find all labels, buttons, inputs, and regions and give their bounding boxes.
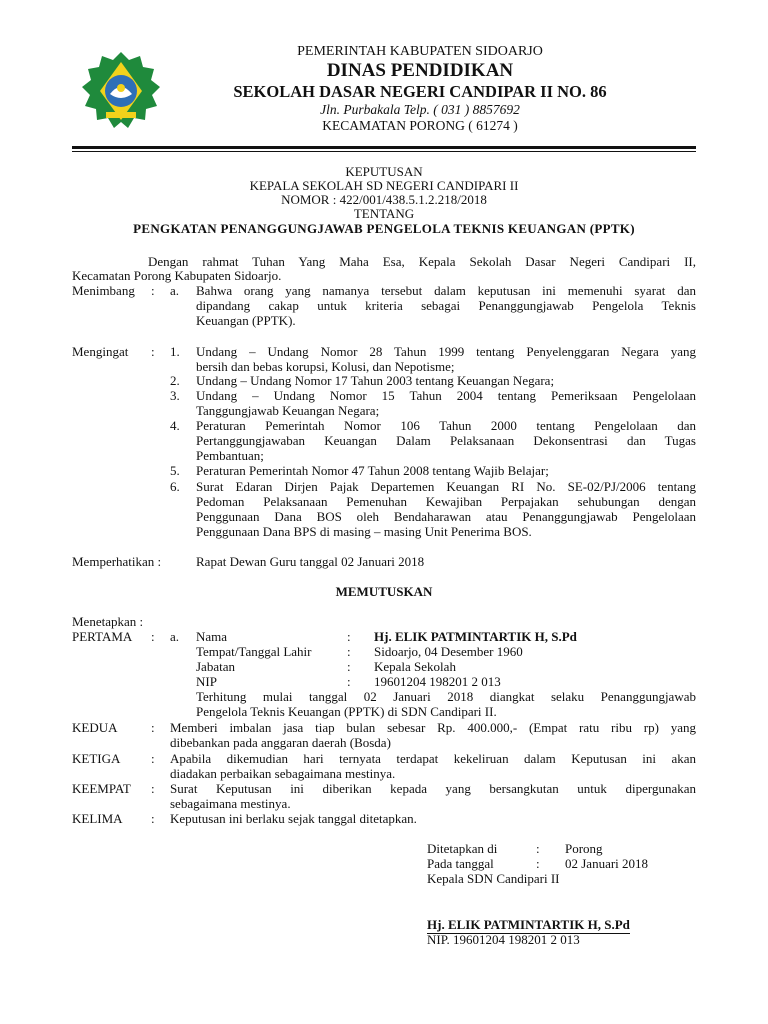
kelima-line-1: Keputusan ini berlaku sejak tanggal ditetapkan.	[170, 811, 417, 826]
intro-line-1: Dengan rahmat Tuhan Yang Maha Esa, Kepala Sekolah Dasar Negeri Candipari II,	[148, 254, 696, 269]
ketiga-line-1: Apabila dikemudian hari ternyata terdapat kekeliruan dalam Keputusan ini akan	[170, 751, 696, 766]
menimbang-line-2: dipandang cakap untuk kriteria sebagai Penanggungjawab Pengelola Teknis	[196, 298, 696, 313]
mengingat-item-line: bersih dan bebas korupsi, Kolusi, dan Nepotisme;	[196, 359, 455, 374]
letterhead-address: Jln. Purbakala Telp. ( 031 ) 8857692	[320, 102, 520, 117]
menetapkan-label: Menetapkan :	[72, 614, 144, 629]
memperhatikan-label: Memperhatikan :	[72, 554, 162, 569]
signature-nip: NIP. 19601204 198201 2 013	[427, 932, 580, 947]
letterhead-school-name: SEKOLAH DASAR NEGERI CANDIPAR II NO. 86	[233, 82, 607, 101]
mengingat-item-number: 2.	[170, 373, 180, 388]
kedua-line-2: dibebankan pada anggaran daerah (Bosda)	[170, 735, 391, 750]
signature-date: 02 Januari 2018	[565, 856, 649, 871]
field-key-ttl: Tempat/Tanggal Lahir	[196, 644, 312, 659]
title-keputusan: KEPUTUSAN	[345, 164, 423, 179]
field-key-nama: Nama	[196, 629, 228, 644]
ketiga-label: KETIGA	[72, 751, 121, 766]
letterhead-district: KECAMATAN PORONG ( 61274 )	[322, 118, 518, 133]
kelima-colon: :	[151, 811, 155, 826]
mengingat-item-line: Peraturan Pemerintah Nomor 106 Tahun 2000 tentang Pengelolaan dan	[196, 418, 696, 433]
keempat-line-1: Surat Keputusan ini diberikan kepada yang bersangkutan untuk dipergunakan	[170, 781, 696, 796]
mengingat-item-line: Undang – Undang Nomor 28 Tahun 1999 tentang Penyelenggaran Negara yang	[196, 344, 696, 359]
kelima-label: KELIMA	[72, 811, 123, 826]
mengingat-item-line: Undang – Undang Nomor 15 Tahun 2004 tentang Pemeriksaan Pengelolaan	[196, 388, 696, 403]
pertama-number: a.	[170, 629, 180, 644]
memutuskan-heading: MEMUTUSKAN	[335, 584, 433, 599]
mengingat-item-line: Pedoman Pelaksanaan Pemenuhan Kewajiban Perpajakan sehubungan dengan	[196, 494, 696, 509]
intro-line-2: Kecamatan Porong Kabupaten Sidoarjo.	[72, 268, 282, 283]
mengingat-item-line: Pertanggungjawaban Keuangan Dalam Pelaksanaan Dekonsentrasi dan Tugas	[196, 433, 696, 448]
keempat-label: KEEMPAT	[72, 781, 131, 796]
pertama-paragraph-line-2: Pengelola Teknis Keuangan (PPTK) di SDN Candipari II.	[196, 704, 497, 719]
field-colon: :	[347, 644, 351, 659]
mengingat-item-line: Penggunaan Dana BPS di masing – masing Unit Penerima BOS.	[196, 524, 532, 539]
pertama-paragraph-line-1: Terhitung mulai tanggal 02 Januari 2018 diangkat selaku Penanggungjawab	[196, 689, 696, 704]
letterhead-department: DINAS PENDIDIKAN	[326, 60, 514, 81]
keempat-line-2: sebagaimana mestinya.	[170, 796, 291, 811]
field-colon: :	[347, 629, 351, 644]
menimbang-colon: :	[151, 283, 155, 298]
kedua-label: KEDUA	[72, 720, 118, 735]
kedua-colon: :	[151, 720, 155, 735]
field-colon: :	[347, 674, 351, 689]
ketiga-line-2: diadakan perbaikan sebagaimana mestinya.	[170, 766, 396, 781]
title-tentang: TENTANG	[353, 206, 415, 221]
menimbang-line-3: Keuangan (PPTK).	[196, 313, 296, 328]
signature-name: Hj. ELIK PATMINTARTIK H, S.Pd	[427, 917, 630, 932]
mengingat-item-line: Undang – Undang Nomor 17 Tahun 2003 tentang Keuangan Negara;	[196, 373, 555, 388]
pertama-colon: :	[151, 629, 155, 644]
mengingat-item-number: 6.	[170, 479, 180, 494]
signature-date-label: Pada tanggal	[427, 856, 494, 871]
menimbang-label: Menimbang	[72, 283, 135, 298]
letterhead-rule-thin	[72, 151, 696, 152]
mengingat-label: Mengingat	[72, 344, 129, 359]
mengingat-item-line: Peraturan Pemerintah Nomor 47 Tahun 2008 tentang Wajib Belajar;	[196, 463, 549, 478]
mengingat-item-line: Tanggungjawab Keuangan Negara;	[196, 403, 380, 418]
keempat-colon: :	[151, 781, 155, 796]
mengingat-item-number: 4.	[170, 418, 180, 433]
mengingat-item-line: Penggunaan Dana BOS oleh Bendaharawan atau Penanggungjawab Pengelolaan	[196, 509, 696, 524]
mengingat-item-number: 3.	[170, 388, 180, 403]
mengingat-item-line: Surat Edaran Dirjen Pajak Departemen Keuangan RI No. SE-02/PJ/2006 tentang	[196, 479, 696, 494]
mengingat-item-number: 5.	[170, 463, 180, 478]
mengingat-item-number: 1.	[170, 344, 180, 359]
signature-place: Porong	[565, 841, 603, 856]
field-colon: :	[347, 659, 351, 674]
memperhatikan-text: Rapat Dewan Guru tanggal 02 Januari 2018	[196, 554, 425, 569]
ketiga-colon: :	[151, 751, 155, 766]
letterhead-rule-thick	[72, 146, 696, 149]
field-value-jabatan: Kepala Sekolah	[374, 659, 456, 674]
mengingat-item-line: Pembantuan;	[196, 448, 264, 463]
field-key-jabatan: Jabatan	[196, 659, 235, 674]
letterhead-government: PEMERINTAH KABUPATEN SIDOARJO	[297, 44, 543, 59]
signature-role: Kepala SDN Candipari II	[427, 871, 560, 886]
menimbang-number: a.	[170, 283, 180, 298]
mengingat-colon: :	[151, 344, 155, 359]
field-value-ttl: Sidoarjo, 04 Desember 1960	[374, 644, 523, 659]
pertama-label: PERTAMA	[72, 629, 133, 644]
title-subject: PENGKATAN PENANGGUNGJAWAB PENGELOLA TEKNIS KEUANGAN (PPTK)	[133, 221, 635, 236]
title-issuer: KEPALA SEKOLAH SD NEGERI CANDIPARI II	[249, 178, 519, 193]
field-key-nip: NIP	[196, 674, 217, 689]
title-number: NOMOR : 422/001/438.5.1.2.218/2018	[281, 192, 487, 207]
signature-date-colon: :	[536, 856, 540, 871]
signature-place-label: Ditetapkan di	[427, 841, 498, 856]
signature-place-colon: :	[536, 841, 540, 856]
sidoarjo-emblem-logo	[80, 50, 162, 132]
field-value-nama: Hj. ELIK PATMINTARTIK H, S.Pd	[374, 629, 577, 644]
menimbang-line-1: Bahwa orang yang namanya tersebut dalam keputusan ini memenuhi syarat dan	[196, 283, 696, 298]
field-value-nip: 19601204 198201 2 013	[374, 674, 501, 689]
kedua-line-1: Memberi imbalan jasa tiap bulan sebesar Rp. 400.000,- (Empat ratu ribu rp) yang	[170, 720, 696, 735]
